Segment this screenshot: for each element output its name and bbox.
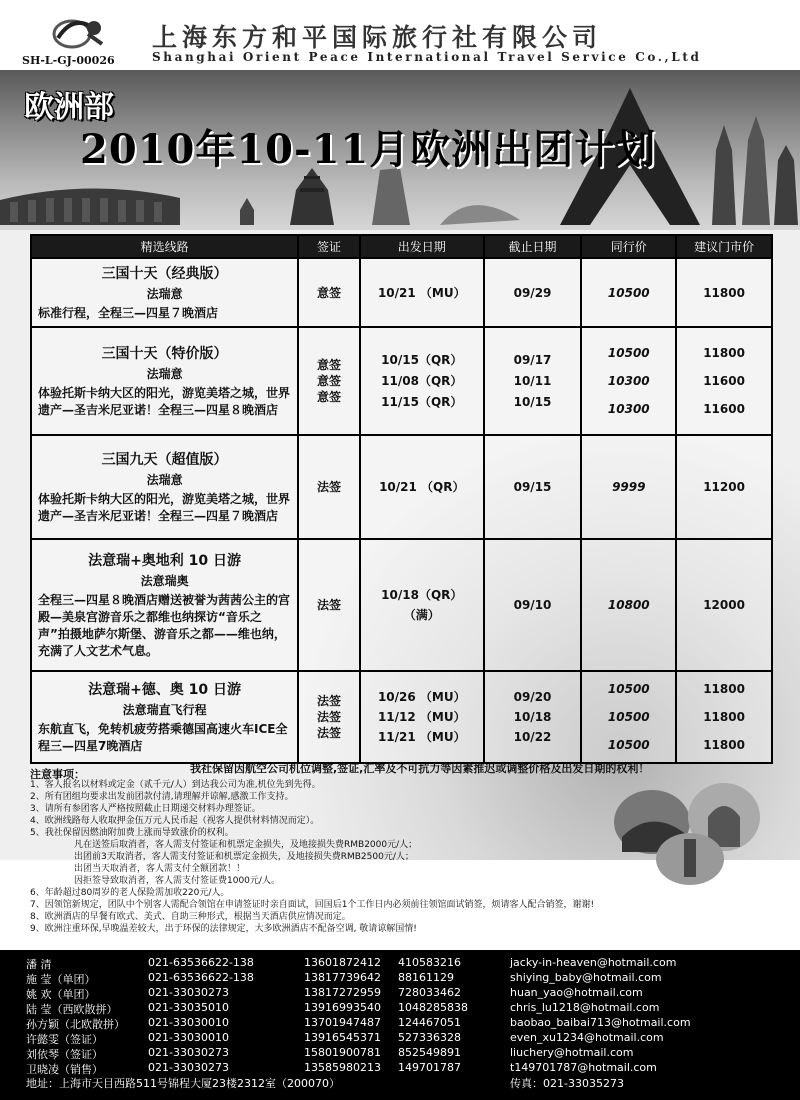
contact-phone: 021-33030010 xyxy=(148,1016,229,1029)
address: 地址：上海市天目西路511号锦程大厦23楼2312室（200070） xyxy=(26,1077,340,1090)
notes-title: 注意事项： xyxy=(30,768,85,781)
note-item: 3、请所有参团客人严格按照截止日期递交材料办理签证。 xyxy=(30,804,261,814)
route-title: 三国十天（经典版） xyxy=(101,266,228,282)
deadline-value: 10/22 xyxy=(513,730,552,744)
departure-cell xyxy=(360,539,484,671)
deadline-cell xyxy=(484,435,582,539)
deadline-cell xyxy=(484,327,582,435)
departure-value: 11/15（QR） xyxy=(381,394,463,409)
departure-value: 11/12 （MU） xyxy=(377,710,466,724)
contact-row xyxy=(0,1061,800,1076)
contact-qq: 410583216 xyxy=(398,956,461,969)
contact-phone: 021-33030273 xyxy=(148,1061,229,1074)
visa-value: 法签 xyxy=(317,710,342,724)
trade-price-value: 10500 xyxy=(607,738,650,752)
visa-cell xyxy=(298,258,360,327)
departure-value: 10/26 （MU） xyxy=(377,690,466,704)
banner xyxy=(0,70,800,230)
departure-value: 10/18（QR） xyxy=(381,588,463,602)
note-item: 凡在送签后取消者，客人需支付签证和机票定金损失，及地接损失费RMB2000元/人； xyxy=(74,840,418,850)
route-countries: 法瑞意 xyxy=(146,367,183,381)
departure-cell xyxy=(360,671,484,763)
contact-phone: 021-33030010 xyxy=(148,1031,229,1044)
main-title: 2010年10-11月欧洲出团计划 xyxy=(80,126,657,173)
deadline-cell xyxy=(484,539,582,671)
retail-price-value: 11600 xyxy=(703,374,745,388)
trade-price-value: 10500 xyxy=(607,682,650,696)
retail-price-value: 11800 xyxy=(703,710,745,724)
deadline-value: 10/18 xyxy=(513,710,552,724)
trade-price-value: 10500 xyxy=(607,710,650,724)
contact-name: 刘依琴（签证） xyxy=(26,1048,103,1061)
retail-price-value: 11200 xyxy=(703,480,745,494)
contact-mobile: 13916993540 xyxy=(304,1001,381,1014)
trade-price-value: 9999 xyxy=(612,480,646,494)
trade-price-value: 10500 xyxy=(607,346,650,360)
route-countries: 法瑞意 xyxy=(146,473,183,487)
note-item: 2、所有团组均要求出发前团款付清,请理解并谅解,感激工作支持。 xyxy=(30,792,294,802)
contact-mobile: 15801900781 xyxy=(304,1046,381,1059)
contact-qq: 852549891 xyxy=(398,1046,461,1059)
route-desc: 东航直飞，免转机疲劳搭乘德国高速火车ICE全程三—四星7晚酒店 xyxy=(38,722,288,753)
table-row xyxy=(31,539,772,671)
retail-price-cell xyxy=(676,258,772,327)
retail-price-cell xyxy=(676,327,772,435)
contact-name: 卫晓凌（销售） xyxy=(26,1063,103,1076)
table-row xyxy=(31,435,772,539)
trade-price-value: 10800 xyxy=(607,598,650,612)
visa-value: 法签 xyxy=(317,598,342,612)
contact-row xyxy=(0,1031,800,1046)
header-departure: 出发日期 xyxy=(360,235,484,258)
header xyxy=(0,0,800,70)
contact-row xyxy=(0,971,800,986)
departure-value: 11/21 （MU） xyxy=(377,730,466,744)
route-countries: 法意瑞直飞行程 xyxy=(122,703,207,717)
contact-email: even_xu1234@hotmail.com xyxy=(510,1031,664,1044)
contact-phone: 021-33030273 xyxy=(148,1046,229,1059)
retail-price-value: 11800 xyxy=(703,285,745,300)
route-cell xyxy=(31,671,298,763)
table-header-row xyxy=(31,235,772,258)
route-countries: 法意瑞奥 xyxy=(140,574,189,588)
department-label: 欧洲部 xyxy=(24,90,114,125)
contact-row xyxy=(0,956,800,971)
visa-cell xyxy=(298,671,360,763)
table-row xyxy=(31,258,772,327)
trade-price-value: 10300 xyxy=(607,402,650,416)
route-title: 三国九天（超值版） xyxy=(101,452,228,468)
note-item: 6、年龄超过80周岁的老人保险需加收220元/人。 xyxy=(30,888,230,898)
route-desc: 标准行程，全程三—四星７晚酒店 xyxy=(38,306,219,320)
contact-row xyxy=(0,1001,800,1016)
contact-mobile: 13817739642 xyxy=(304,971,381,984)
contact-phone: 021-63536622-138 xyxy=(148,971,254,984)
contact-email: t149701787@hotmail.com xyxy=(510,1061,657,1074)
departure-value: （满） xyxy=(403,608,440,622)
contact-mobile: 13817272959 xyxy=(304,986,381,999)
contact-email: jacky-in-heaven@hotmail.com xyxy=(510,956,677,969)
retail-price-cell xyxy=(676,435,772,539)
note-item: 5、我社保留因燃油附加费上涨而导致涨价的权利。 xyxy=(30,828,234,838)
retail-price-value: 11800 xyxy=(703,682,745,696)
contact-mobile: 13601872412 xyxy=(304,956,381,969)
route-cell xyxy=(31,435,298,539)
contact-mobile: 13701947487 xyxy=(304,1016,381,1029)
note-item: 9、欧洲注重环保,早晚温差较大，出于环保的法律规定，大多欧洲酒店不配备空调, 敬请谅解国情! xyxy=(30,924,417,934)
note-item: 7、因领馆新规定，团队中个别客人需配合领馆在申请签证时亲自面试，回国后1个工作日内必须前往领馆面试销签，烦请客人配合销签，谢谢! xyxy=(30,900,595,910)
deadline-value: 09/10 xyxy=(513,598,552,612)
routes-table xyxy=(30,234,773,764)
company-name-en: Shanghai Orient Peace International Travel Service Co.,Ltd xyxy=(152,50,702,64)
route-countries: 法瑞意 xyxy=(146,287,183,301)
route-title: 法意瑞+德、奥 10 日游 xyxy=(88,682,242,698)
departure-cell xyxy=(360,327,484,435)
contact-qq: 527336328 xyxy=(398,1031,461,1044)
departure-value: 10/15（QR） xyxy=(381,352,463,367)
trade-price-cell xyxy=(581,671,676,763)
contact-email: chris_lu1218@hotmail.com xyxy=(510,1001,660,1014)
header-route: 精选线路 xyxy=(31,235,298,258)
contact-qq: 149701787 xyxy=(398,1061,461,1074)
retail-price-value: 11800 xyxy=(703,346,745,360)
contact-phone: 021-63536622-138 xyxy=(148,956,254,969)
license-code: SH-L-GJ-00026 xyxy=(22,54,115,67)
note-item: 1、客人报名以材料或定金（贰千元/人）到达我公司为准,机位先到先得。 xyxy=(30,780,321,790)
deadline-value: 10/11 xyxy=(513,373,552,388)
deadline-value: 10/15 xyxy=(513,394,552,409)
trade-price-cell xyxy=(581,258,676,327)
contact-name: 姚 欢（单团） xyxy=(26,988,96,1001)
header-trade-price: 同行价 xyxy=(581,235,676,258)
contact-row xyxy=(0,986,800,1001)
route-cell xyxy=(31,327,298,435)
contact-qq: 88161129 xyxy=(398,971,454,984)
route-desc: 全程三—四星８晚酒店赠送被誉为茜茜公主的宫殿—美泉宫游音乐之都维也纳探访“音乐之声”拍摄地萨尔斯堡、游音乐之都——维也纳，充满了人文艺术气息。 xyxy=(38,593,291,658)
contact-name: 施 莹（单团） xyxy=(26,973,96,986)
contact-row xyxy=(0,1046,800,1061)
header-deadline: 截止日期 xyxy=(484,235,582,258)
visa-cell xyxy=(298,539,360,671)
deadline-cell xyxy=(484,671,582,763)
visa-value: 法签 xyxy=(317,694,342,708)
visa-value: 法签 xyxy=(317,726,342,740)
contact-qq: 728033462 xyxy=(398,986,461,999)
contact-row xyxy=(0,1016,800,1031)
contact-mobile: 13916545371 xyxy=(304,1031,381,1044)
trade-price-value: 10500 xyxy=(607,285,650,300)
note-item: 出团当天取消者，客人需支付全额团款！！ xyxy=(74,864,246,874)
contact-name: 陆 莹（西欧散拼） xyxy=(26,1003,118,1016)
contact-email: liuchery@hotmail.com xyxy=(510,1046,634,1059)
contact-email: shiying_baby@hotmail.com xyxy=(510,971,662,984)
route-cell xyxy=(31,258,298,327)
departure-cell xyxy=(360,435,484,539)
disclaimer: 我社保留因航空公司机位调整,签证,汇率及不可抗力等因素推迟或调整价格及出发日期的权利！ xyxy=(190,762,650,775)
contact-name: 许懿雯（签证） xyxy=(26,1033,103,1046)
departure-value: 11/08（QR） xyxy=(381,373,463,388)
retail-price-value: 11800 xyxy=(703,738,745,752)
route-title: 三国十天（特价版） xyxy=(101,346,228,362)
visa-value: 意签 xyxy=(317,358,342,372)
fax: 传真：021-33035273 xyxy=(510,1077,624,1090)
departure-value: 10/21 （MU） xyxy=(377,285,466,300)
company-name-cn: 上海东方和平国际旅行社有限公司 xyxy=(152,23,603,52)
contact-qq: 1048285838 xyxy=(398,1001,468,1014)
visa-cell xyxy=(298,327,360,435)
visa-value: 法签 xyxy=(317,480,342,494)
landmark-photo-icon xyxy=(612,777,762,887)
route-cell xyxy=(31,539,298,671)
trade-price-value: 10300 xyxy=(607,374,650,388)
retail-price-value: 11600 xyxy=(703,402,745,416)
visa-cell xyxy=(298,435,360,539)
deadline-value: 09/15 xyxy=(513,480,552,494)
note-item: 4、欧洲线路每人收取押金伍万元人民币起（视客人提供材料情况而定）。 xyxy=(30,816,320,826)
trade-price-cell xyxy=(581,327,676,435)
contact-email: baobao_baibai713@hotmail.com xyxy=(510,1016,691,1029)
table-row xyxy=(31,671,772,763)
contact-phone: 021-33035010 xyxy=(148,1001,229,1014)
table-row xyxy=(31,327,772,435)
visa-value: 意签 xyxy=(317,390,342,404)
contact-mobile: 13585980213 xyxy=(304,1061,381,1074)
contact-qq: 124467051 xyxy=(398,1016,461,1029)
deadline-value: 09/20 xyxy=(513,690,552,704)
contact-email: huan_yao@hotmail.com xyxy=(510,986,643,999)
header-visa: 签证 xyxy=(298,235,360,258)
departure-value: 10/21 （QR） xyxy=(379,480,465,494)
note-item: 出团前3天取消者，客人需支付签证和机票定金损失，及地接损失费RMB2500元/人； xyxy=(74,852,414,862)
route-desc: 体验托斯卡纳大区的阳光，游览美塔之城，世界遗产—圣吉米尼亚诺！全程三—四星８晚酒店 xyxy=(38,386,291,417)
company-logo-icon xyxy=(50,14,110,54)
route-title: 法意瑞+奥地利 10 日游 xyxy=(88,553,242,569)
route-desc: 体验托斯卡纳大区的阳光，游览美塔之城，世界遗产—圣吉米尼亚诺！全程三—四星７晚酒店 xyxy=(38,492,291,523)
visa-value: 意签 xyxy=(317,285,342,300)
trade-price-cell xyxy=(581,435,676,539)
retail-price-value: 12000 xyxy=(703,598,745,612)
contact-name: 潘 清 xyxy=(26,958,52,971)
note-item: 因拒签导致取消者，客人需支付签证费1000元/人。 xyxy=(74,876,280,886)
deadline-cell xyxy=(484,258,582,327)
deadline-value: 09/17 xyxy=(513,352,552,367)
note-item: 8、欧洲酒店的早餐有欧式、美式、自助三种形式，根据当天酒店供应情况而定。 xyxy=(30,912,351,922)
header-retail-price: 建议门市价 xyxy=(676,235,772,258)
contact-name: 孙方颖（北欧散拼） xyxy=(26,1018,125,1031)
trade-price-cell xyxy=(581,539,676,671)
retail-price-cell xyxy=(676,671,772,763)
visa-value: 意签 xyxy=(317,374,342,388)
contact-panel xyxy=(0,950,800,1100)
retail-price-cell xyxy=(676,539,772,671)
departure-cell xyxy=(360,258,484,327)
deadline-value: 09/29 xyxy=(513,285,552,300)
contact-phone: 021-33030273 xyxy=(148,986,229,999)
